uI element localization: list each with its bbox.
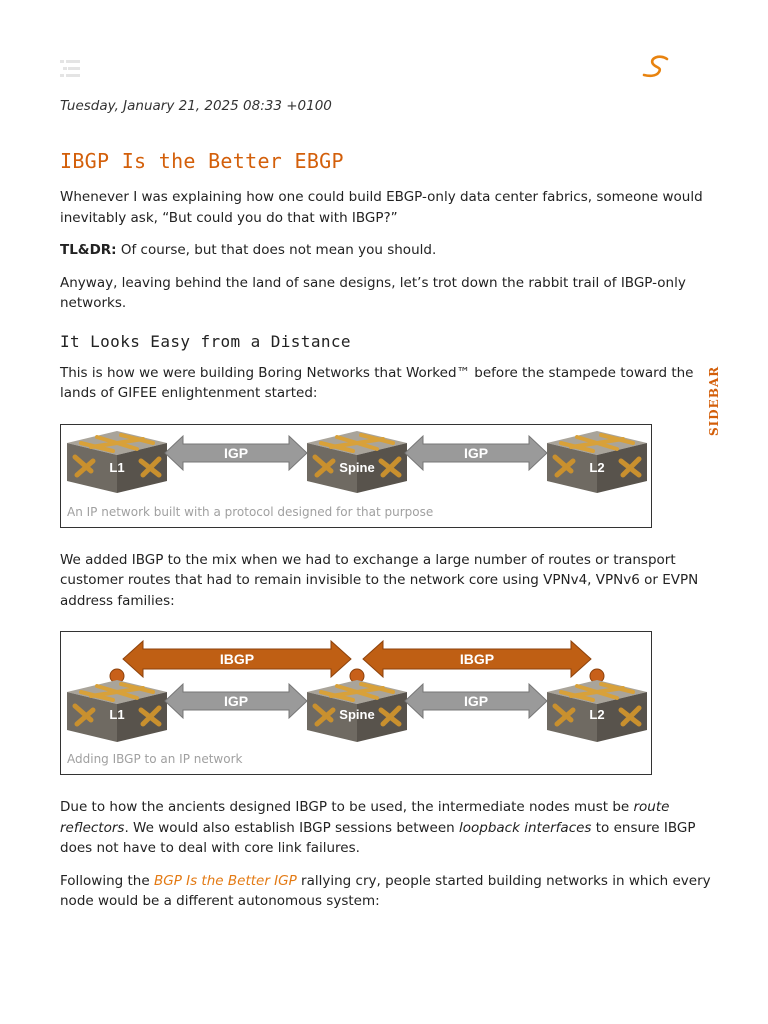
bgp-better-igp-paragraph [60, 871, 712, 912]
session-label: IBGP [459, 651, 495, 667]
text-run: . We would also establish IBGP sessions between [124, 819, 459, 836]
bgp-better-igp-link[interactable]: BGP Is the Better IGP [153, 872, 297, 889]
link-label: IGP [463, 444, 489, 461]
node-label: Spine [339, 459, 375, 475]
tldr-text: Of course, but that does not mean you should. [116, 242, 437, 258]
text-run: Following the [60, 872, 154, 889]
igp-link-2 [405, 436, 547, 470]
figure-caption: An IP network built with a protocol designed for that purpose [67, 504, 434, 519]
emphasis-loopback-interfaces: loopback interfaces [459, 819, 592, 836]
igp-link-2 [405, 684, 547, 718]
router-spine [307, 431, 407, 493]
hamburger-menu-icon[interactable] [60, 58, 82, 78]
router-spine [307, 680, 407, 742]
figure-ibgp-network[interactable] [60, 631, 652, 775]
article [60, 98, 712, 924]
post-title: IBGP Is the Better EBGP [60, 149, 344, 173]
node-label: L2 [589, 459, 605, 475]
sidebar-toggle[interactable]: SIDEBAR [707, 365, 721, 436]
igp-link-1 [165, 684, 307, 718]
session-label: IBGP [219, 651, 255, 667]
node-label: Spine [339, 707, 375, 722]
text-run: Due to how the ancients designed IBGP to be used, the intermediate nodes must be [60, 799, 634, 815]
figure-igp-network[interactable] [60, 424, 652, 528]
node-label: L1 [109, 459, 125, 475]
router-l1 [67, 431, 167, 493]
node-label: L1 [109, 707, 125, 722]
section-heading: It Looks Easy from a Distance [60, 331, 351, 351]
link-label: IGP [463, 693, 489, 709]
text-run: to ensure IBGP does not have to deal with core link failures. [60, 819, 696, 856]
post-date: Tuesday, January 21, 2025 08:33 +0100 [60, 98, 332, 114]
anyway-paragraph: Anyway, leaving behind the land of sane designs, let’s trot down the rabbit trail of IBGP-only networks. [60, 274, 686, 311]
router-l2 [547, 680, 647, 742]
tldr-label: TL&DR: [60, 242, 117, 258]
node-label: L2 [589, 707, 605, 722]
link-label: IGP [223, 693, 249, 709]
link-label: IGP [223, 444, 249, 461]
intro-paragraph: Whenever I was explaining how one could build EBGP-only data center fabrics, someone would inevitably ask, “But could you do that with IBGP?” [60, 189, 703, 226]
ibgp-session-1 [123, 641, 351, 677]
emphasis-route-reflectors: route reflectors [60, 799, 670, 836]
igp-link-1 [165, 436, 307, 470]
ibgp-mix-paragraph: We added IBGP to the mix when we had to exchange a large number of routes or transport customer routes that had to remain invisible to the network core using VPNv4, VPNv6 or EVPN address families: [60, 551, 699, 609]
igp-network-diagram [61, 425, 651, 505]
boring-networks-paragraph: This is how we were building Boring Networks that Worked™ before the stampede toward the lands of GIFEE enlightenment started: [60, 364, 694, 401]
ibgp-network-diagram [61, 632, 651, 752]
text-run: rallying cry, people started building networks in which every node would be a different autonomous system: [60, 872, 711, 909]
top-bar [0, 0, 768, 90]
router-l1 [67, 680, 167, 742]
ibgp-session-2 [363, 641, 591, 677]
logo-s-icon[interactable] [640, 54, 672, 80]
figure-caption: Adding IBGP to an IP network [67, 752, 243, 766]
tldr-paragraph [60, 240, 712, 261]
router-l2 [547, 431, 647, 493]
route-reflectors-paragraph [60, 797, 712, 859]
